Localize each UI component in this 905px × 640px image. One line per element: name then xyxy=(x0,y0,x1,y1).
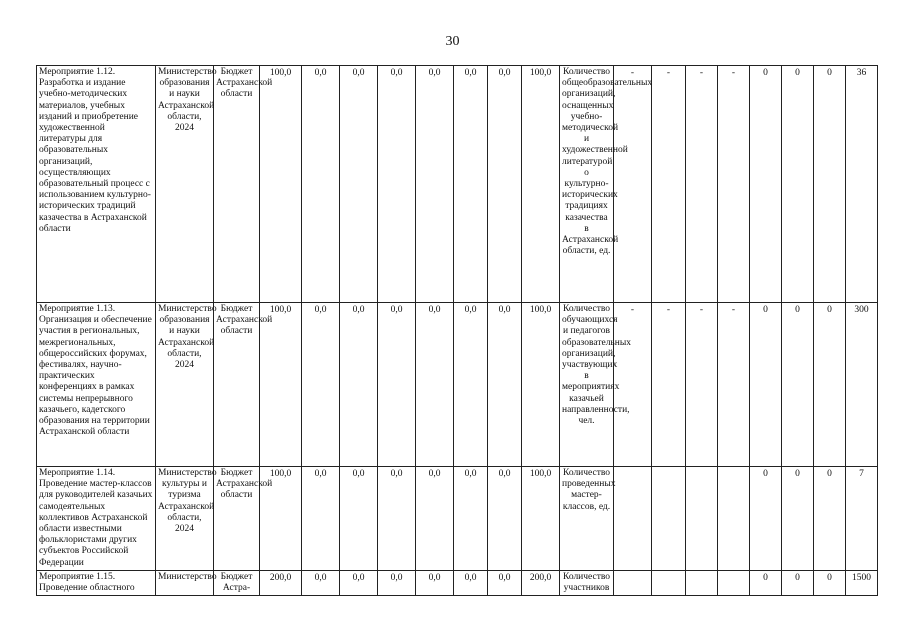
funding-value-cell: 0,0 xyxy=(416,571,454,596)
target-value-cell: - xyxy=(614,66,652,303)
target-value-cell: 300 xyxy=(846,303,878,467)
indicator-cell: Количество общеобразовательных организаций, оснащенных учебно-методической и художественной литературой о культурно-исторических традициях казачества в Астраханской области, ед. xyxy=(560,66,614,303)
activity-cell: Мероприятие 1.12. Разработка и издание учебно-методических материалов, учебных изданий и приобретение художественной литературы для образовательных организаций, осуществляющих образовательный процесс с использованием культурно-исторических традиций казачества в Астраханской области xyxy=(37,66,156,303)
funding-value-cell: 100,0 xyxy=(522,303,560,467)
activity-cell: Мероприятие 1.15. Проведение областного xyxy=(37,571,156,596)
table-row xyxy=(37,467,878,571)
funding-value-cell: 100,0 xyxy=(260,467,302,571)
target-value-cell: 0 xyxy=(782,571,814,596)
funding-value-cell: 0,0 xyxy=(488,467,522,571)
target-value-cell: - xyxy=(652,303,686,467)
funding-source-cell: Бюджет Астраханской области xyxy=(214,66,260,303)
target-value-cell: 0 xyxy=(814,303,846,467)
funding-value-cell: 100,0 xyxy=(522,467,560,571)
target-value-cell: - xyxy=(614,303,652,467)
funding-source-cell: Бюджет Астраханской области xyxy=(214,303,260,467)
target-value-cell: 1500 xyxy=(846,571,878,596)
funding-value-cell: 0,0 xyxy=(340,66,378,303)
indicator-cell: Количество проведенных мастер-классов, ед. xyxy=(560,467,614,571)
funding-value-cell: 0,0 xyxy=(488,66,522,303)
funding-value-cell: 200,0 xyxy=(522,571,560,596)
executor-cell: Министерство образования и науки Астраханской области, 2024 xyxy=(156,303,214,467)
funding-value-cell: 0,0 xyxy=(454,571,488,596)
funding-value-cell: 0,0 xyxy=(454,467,488,571)
funding-value-cell: 0,0 xyxy=(302,467,340,571)
activity-cell: Мероприятие 1.13. Организация и обеспечение участия в региональных, межрегиональных, общероссийских форумах, фестивалях, научно-практических конференциях в рамках системы непрерывного казачьего, кадетского образования на территории Астраханской области xyxy=(37,303,156,467)
funding-value-cell: 0,0 xyxy=(416,303,454,467)
funding-value-cell: 0,0 xyxy=(378,571,416,596)
target-value-cell: 0 xyxy=(750,467,782,571)
target-value-cell: 36 xyxy=(846,66,878,303)
target-value-cell: 0 xyxy=(814,571,846,596)
activity-cell: Мероприятие 1.14. Проведение мастер-классов для руководителей казачьих самодеятельных коллективов Астраханской области известными фольклористами других субъектов Российской Федерации xyxy=(37,467,156,571)
funding-value-cell: 100,0 xyxy=(522,66,560,303)
target-value-cell: 0 xyxy=(750,66,782,303)
target-value-cell: 0 xyxy=(782,303,814,467)
target-value-cell: 0 xyxy=(782,66,814,303)
funding-value-cell: 0,0 xyxy=(302,571,340,596)
target-value-cell xyxy=(614,467,652,571)
funding-value-cell: 100,0 xyxy=(260,66,302,303)
indicator-cell: Количество обучающихся и педагогов образовательных организаций, участвующих в мероприятиях казачьей направленности, чел. xyxy=(560,303,614,467)
target-value-cell xyxy=(686,571,718,596)
funding-value-cell: 0,0 xyxy=(454,66,488,303)
target-value-cell xyxy=(614,571,652,596)
target-value-cell: 0 xyxy=(750,571,782,596)
funding-value-cell: 0,0 xyxy=(378,467,416,571)
funding-value-cell: 0,0 xyxy=(416,467,454,571)
target-value-cell: - xyxy=(686,66,718,303)
funding-source-cell: Бюджет Астра- xyxy=(214,571,260,596)
table-row xyxy=(37,571,878,596)
table-row xyxy=(37,66,878,303)
target-value-cell: - xyxy=(686,303,718,467)
funding-source-cell: Бюджет Астраханской области xyxy=(214,467,260,571)
target-value-cell: - xyxy=(718,66,750,303)
funding-value-cell: 0,0 xyxy=(302,66,340,303)
target-value-cell: - xyxy=(718,303,750,467)
target-value-cell xyxy=(718,571,750,596)
target-value-cell: 7 xyxy=(846,467,878,571)
funding-value-cell: 0,0 xyxy=(378,66,416,303)
funding-value-cell: 0,0 xyxy=(454,303,488,467)
funding-value-cell: 0,0 xyxy=(340,571,378,596)
target-value-cell: - xyxy=(652,66,686,303)
funding-value-cell: 0,0 xyxy=(378,303,416,467)
page-number: 30 xyxy=(445,34,460,49)
indicator-cell: Количество участников xyxy=(560,571,614,596)
funding-value-cell: 0,0 xyxy=(416,66,454,303)
executor-cell: Министерство образования и науки Астраханской области, 2024 xyxy=(156,66,214,303)
funding-value-cell: 0,0 xyxy=(340,303,378,467)
target-value-cell xyxy=(652,467,686,571)
executor-cell: Министерство xyxy=(156,571,214,596)
table-row xyxy=(37,303,878,467)
funding-value-cell: 0,0 xyxy=(340,467,378,571)
target-value-cell: 0 xyxy=(814,467,846,571)
executor-cell: Министерство культуры и туризма Астраханской области, 2024 xyxy=(156,467,214,571)
target-value-cell: 0 xyxy=(750,303,782,467)
target-value-cell xyxy=(718,467,750,571)
program-table xyxy=(36,65,878,596)
target-value-cell xyxy=(686,467,718,571)
target-value-cell xyxy=(652,571,686,596)
funding-value-cell: 200,0 xyxy=(260,571,302,596)
target-value-cell: 0 xyxy=(782,467,814,571)
funding-value-cell: 0,0 xyxy=(488,571,522,596)
table-body xyxy=(37,66,878,596)
funding-value-cell: 0,0 xyxy=(302,303,340,467)
target-value-cell: 0 xyxy=(814,66,846,303)
funding-value-cell: 100,0 xyxy=(260,303,302,467)
funding-value-cell: 0,0 xyxy=(488,303,522,467)
